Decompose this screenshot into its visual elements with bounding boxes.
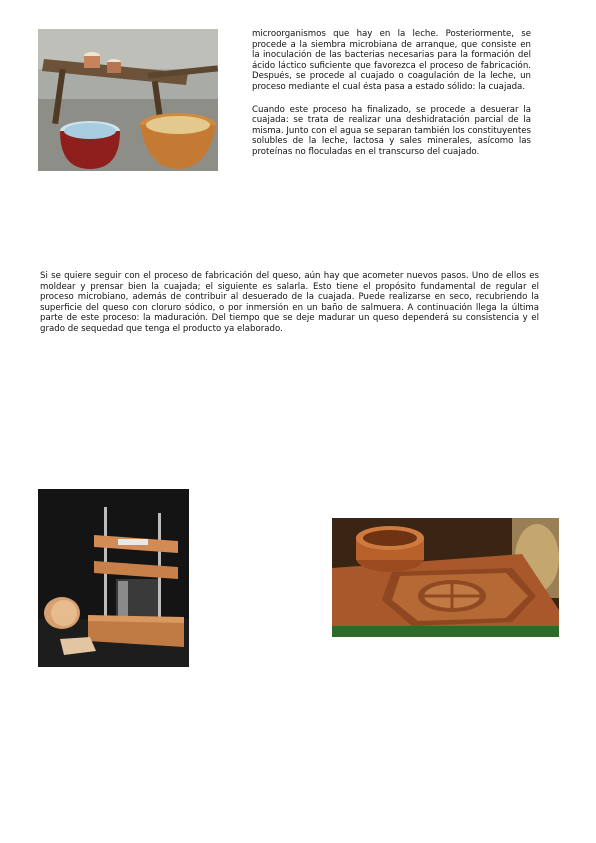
column-paragraph-2: Cuando este proceso ha finalizado, se procede a desuerar la cuajada: se trata de realizar una deshidratación parcial de la misma. Junto con el agua se separan también los constituyentes solubles de la leche, lactosa y sales minerales, asícomo las proteínas no floculadas en el transcurso del cuajado.	[252, 104, 531, 157]
body-text	[40, 271, 539, 335]
photo-cheese-mould-board	[332, 518, 559, 637]
photo-cheese-press	[38, 489, 189, 667]
column-text	[252, 29, 531, 170]
body-paragraph-1: Si se quiere seguir con el proceso de fabricación del queso, aún hay que acometer nuevos pasos. Uno de ellos es moldear y prensar bien la cuajada; el siguiente es salarla. Esto tiene el propósito fundamental de regular el proceso microbiano, además de contribuir al desuerado de la cuajada. Puede realizarse en seco, recubriendo la superficie del queso con cloruro sódico, o por inmersión en un baño de salmuera. A continuación llega la última parte de este proceso: la maduración. Del tiempo que se deje madurar un queso dependerá su consistencia y el grado de sequedad que tenga el producto ya elaborado.	[40, 271, 539, 334]
column-paragraph-1: microorganismos que hay en la leche. Posteriormente, se procede a la siembra microbiana de arranque, que consiste en la inoculación de las bacterias necesarias para la formación del ácido láctico suficiente que favorezca el proceso de fabricación. Después, se procede al cuajado o coagulación de la leche, un proceso mediante el cual ésta pasa a estado sólido: la cuajada.	[252, 29, 531, 92]
photo-cheese-making-utensils	[38, 29, 218, 171]
